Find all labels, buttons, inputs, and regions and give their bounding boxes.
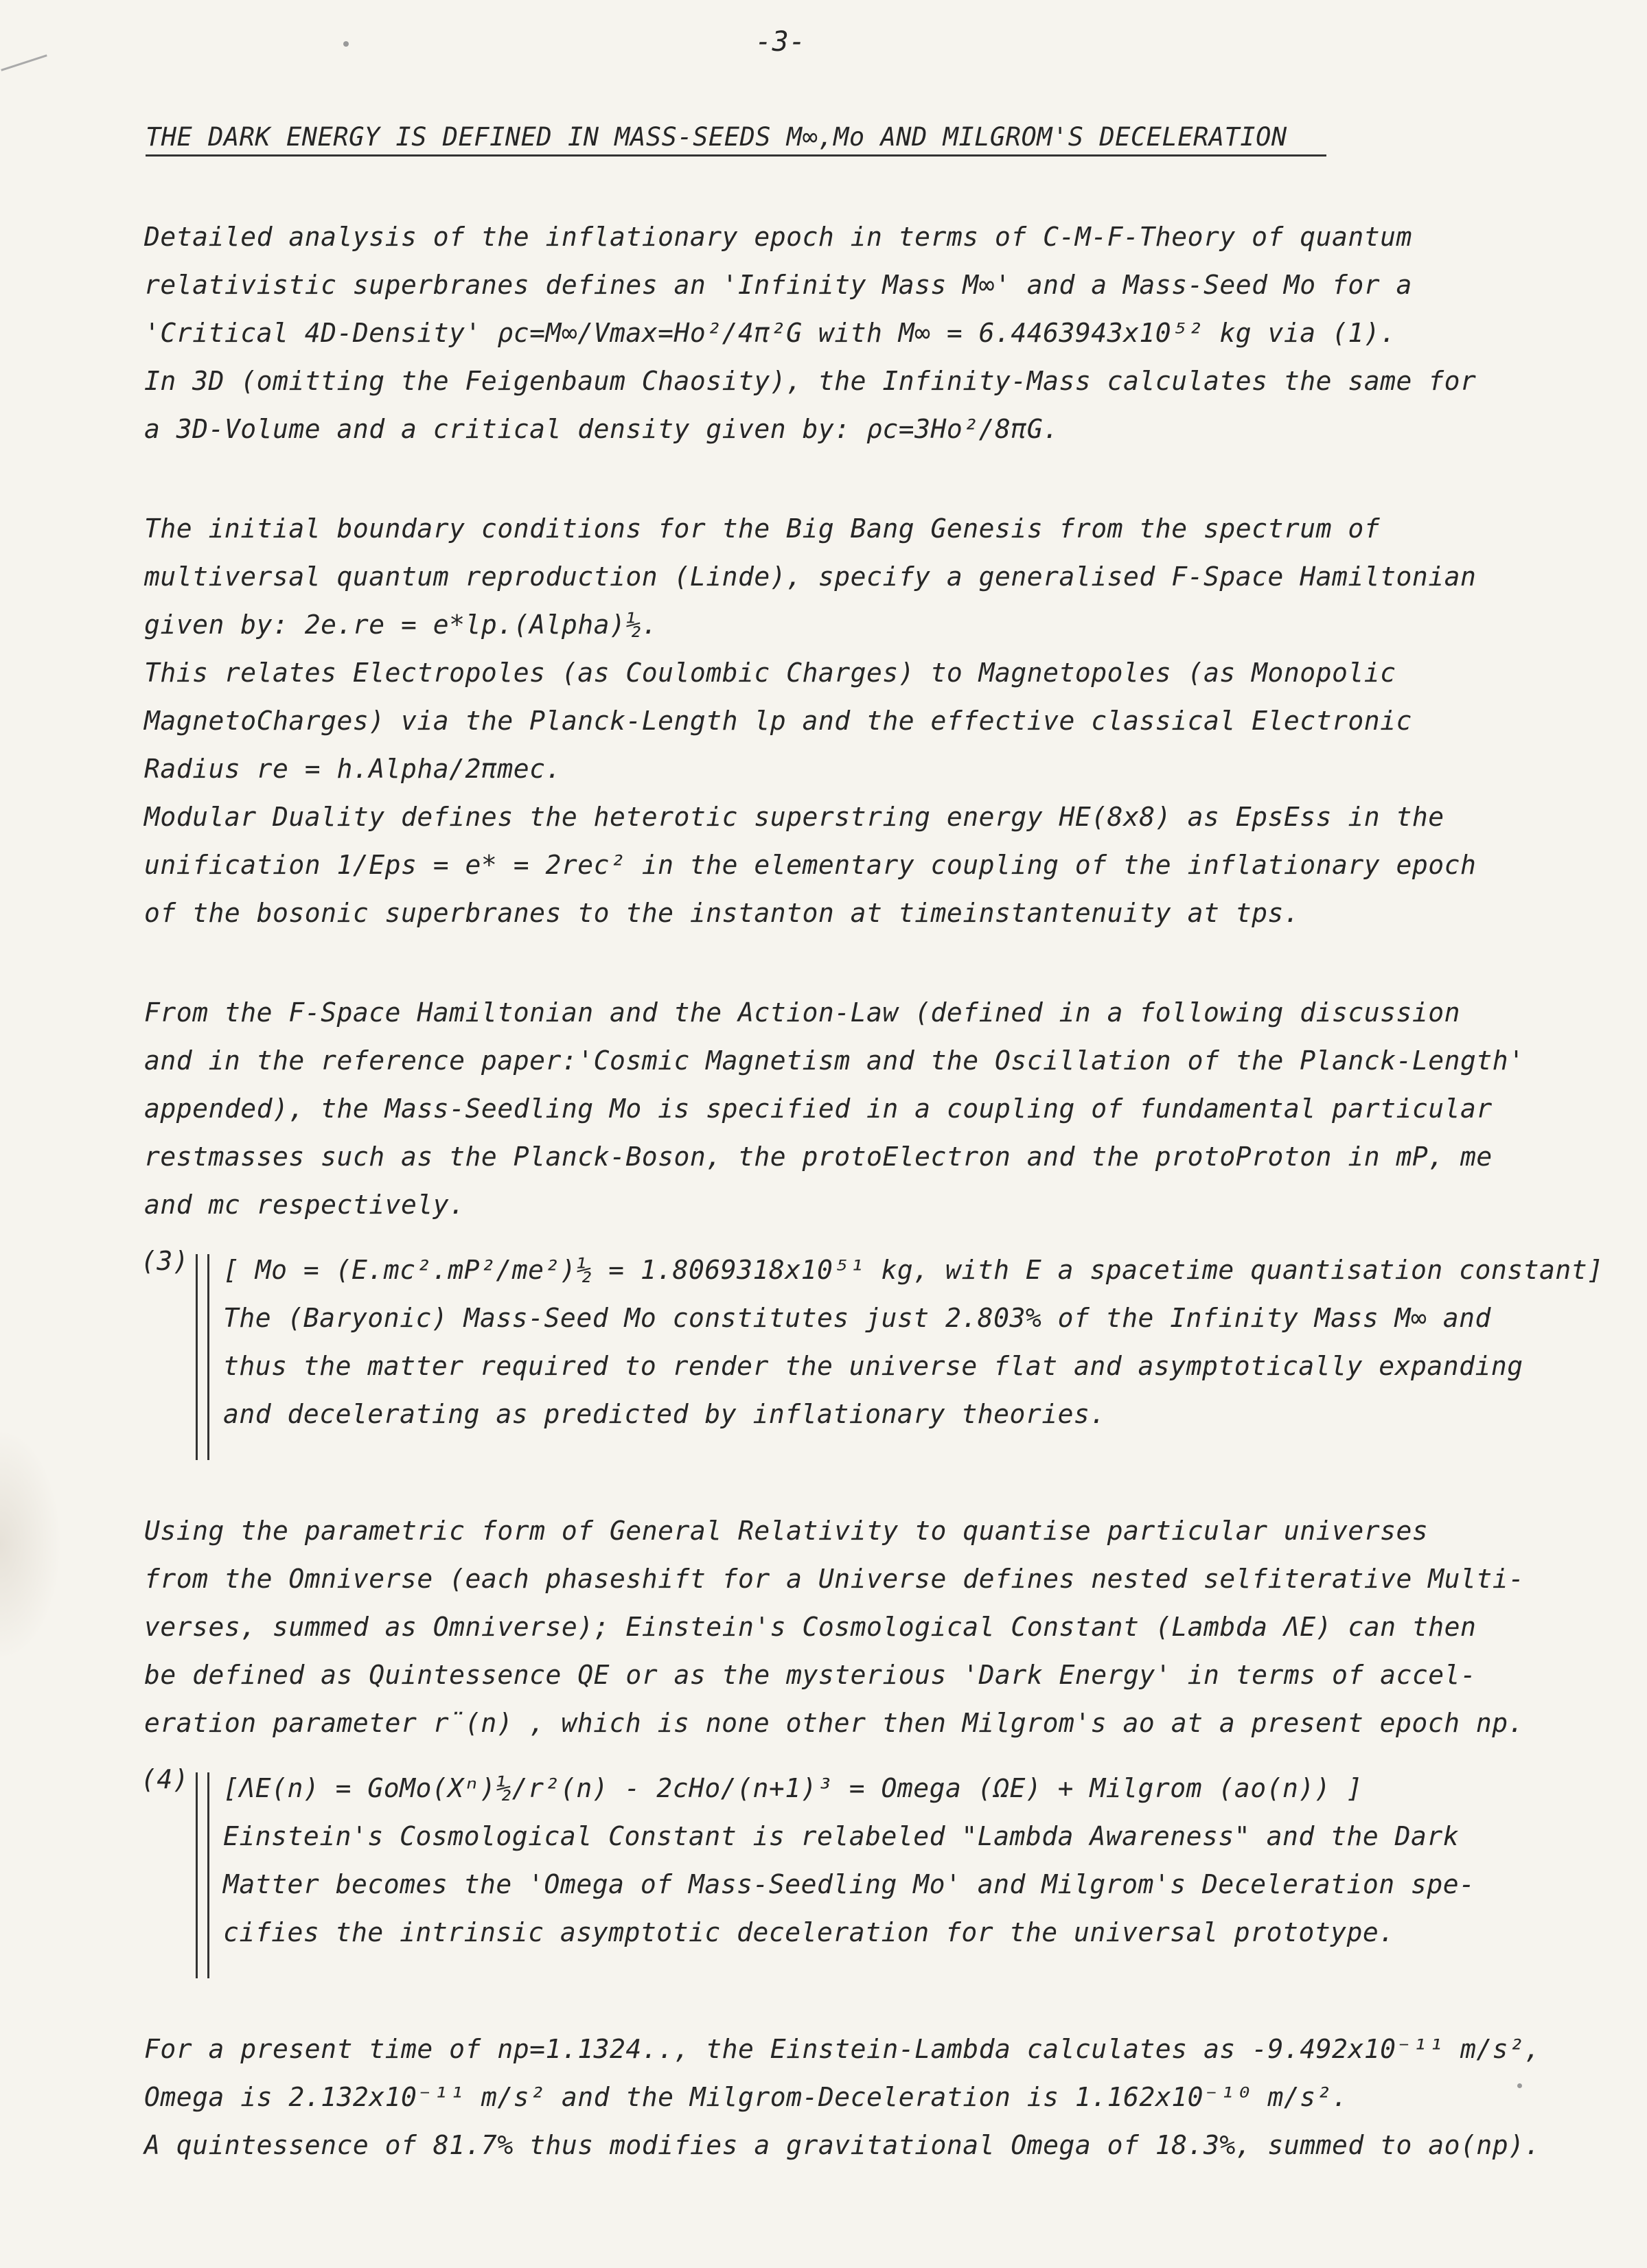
text-line: and mc respectively. (144, 1190, 465, 1220)
text-line: Radius re = h.Alpha/2πmec. (144, 754, 562, 784)
section-title: THE DARK ENERGY IS DEFINED IN MASS-SEEDS M∞,Mo AND MILGROM'S DECELERATION (146, 122, 1326, 157)
text-line: The initial boundary conditions for the Big Bang Genesis from the spectrum of (144, 513, 1381, 544)
equation-body (223, 1764, 1555, 1956)
text-line: restmasses such as the Planck-Boson, the protoElectron and the protoProton in mP, me (144, 1142, 1493, 1172)
text-line: of the bosonic superbranes to the instanton at timeinstantenuity at tps. (144, 898, 1300, 928)
text-line: multiversal quantum reproduction (Linde), specify a generalised F-Space Hamiltonian (144, 562, 1477, 592)
text-line: cifies the intrinsic asymptotic deceleration for the universal prototype. (223, 1917, 1395, 1947)
equation-4-block (141, 1764, 1555, 1963)
equation-line: [ΛE(n) = GoMo(Xⁿ)½/r²(n) - 2cHo/(n+1)³ = Omega (ΩE) + Milgrom (ao(n)) ] (223, 1773, 1363, 1803)
paragraph-2 (144, 505, 1538, 937)
text-line: Using the parametric form of General Relativity to quantise particular universes (144, 1516, 1429, 1546)
equation-line: [ Mo = (E.mc².mP²/me²)½ = 1.8069318x10⁵¹ kg, with E a spacetime quantisation constant] (223, 1255, 1604, 1285)
text-line: and in the reference paper:'Cosmic Magnetism and the Oscillation of the Planck-Length' (144, 1045, 1525, 1076)
text-line: relativistic superbranes defines an 'Infinity Mass M∞' and a Mass-Seed Mo for a (144, 270, 1412, 300)
text-line: and decelerating as predicted by inflationary theories. (223, 1399, 1106, 1429)
paragraph-4 (144, 1507, 1538, 1747)
text-line: MagnetoCharges) via the Planck-Length lp and the effective classical Electronic (144, 706, 1412, 736)
equation-body (223, 1246, 1604, 1438)
text-line: be defined as Quintessence QE or as the mysterious 'Dark Energy' in terms of accel- (144, 1660, 1477, 1690)
equation-bracket (196, 1772, 209, 1978)
paper-speck (343, 41, 349, 47)
paper-stain (0, 1428, 62, 1661)
text-line: a 3D-Volume and a critical density given by: ρc=3Ho²/8πG. (144, 414, 1059, 444)
text-line: A quintessence of 81.7% thus modifies a gravitational Omega of 18.3%, summed to ao(np). (144, 2130, 1541, 2160)
text-line: unification 1/Eps = e* = 2rec² in the elementary coupling of the inflationary epoch (144, 850, 1477, 880)
page-number: -3- (755, 26, 806, 58)
equation-label: (4) (141, 1764, 189, 1794)
paper-edge-mark (1, 54, 47, 71)
text-line: This relates Electropoles (as Coulombic Charges) to Magnetopoles (as Monopolic (144, 658, 1396, 688)
text-line: appended), the Mass-Seedling Mo is specified in a coupling of fundamental particular (144, 1094, 1493, 1124)
text-line: from the Omniverse (each phaseshift for a Universe defines nested selfiterative Multi- (144, 1564, 1525, 1594)
paragraph-1 (144, 213, 1538, 453)
text-line: From the F-Space Hamiltonian and the Action-Law (defined in a following discussion (144, 997, 1460, 1028)
text-line: Omega is 2.132x10⁻¹¹ m/s² and the Milgrom-Deceleration is 1.162x10⁻¹⁰ m/s². (144, 2082, 1348, 2112)
text-line: The (Baryonic) Mass-Seed Mo constitutes just 2.803% of the Infinity Mass M∞ and (223, 1303, 1491, 1333)
text-line: For a present time of np=1.1324.., the Einstein-Lambda calculates as -9.492x10⁻¹¹ m/s², (144, 2034, 1541, 2064)
paragraph-3 (144, 988, 1538, 1229)
text-line: given by: 2e.re = e*lp.(Alpha)½. (144, 610, 658, 640)
text-line: Modular Duality defines the heterotic superstring energy HE(8x8) as EpsEss in the (144, 802, 1444, 832)
text-line: verses, summed as Omniverse); Einstein's Cosmological Constant (Lambda ΛE) can then (144, 1612, 1477, 1642)
paragraph-5 (144, 2025, 1541, 2169)
equation-3-block (141, 1246, 1604, 1445)
text-line: Detailed analysis of the inflationary epoch in terms of C-M-F-Theory of quantum (144, 222, 1412, 252)
text-line: thus the matter required to render the universe flat and asymptotically expanding (223, 1351, 1523, 1381)
text-line: eration parameter r̈(n) , which is none other then Milgrom's ao at a present epoch np. (144, 1708, 1525, 1738)
text-line: In 3D (omitting the Feigenbaum Chaosity), the Infinity-Mass calculates the same for (144, 366, 1477, 396)
equation-bracket (196, 1254, 209, 1460)
text-line: Einstein's Cosmological Constant is relabeled "Lambda Awareness" and the Dark (223, 1821, 1460, 1851)
text-line: Matter becomes the 'Omega of Mass-Seedling Mo' and Milgrom's Deceleration spe- (223, 1869, 1475, 1899)
equation-label: (3) (141, 1246, 189, 1276)
text-line: 'Critical 4D-Density' ρc=M∞/Vmax=Ho²/4π²G with M∞ = 6.4463943x10⁵² kg via (1). (144, 318, 1396, 348)
